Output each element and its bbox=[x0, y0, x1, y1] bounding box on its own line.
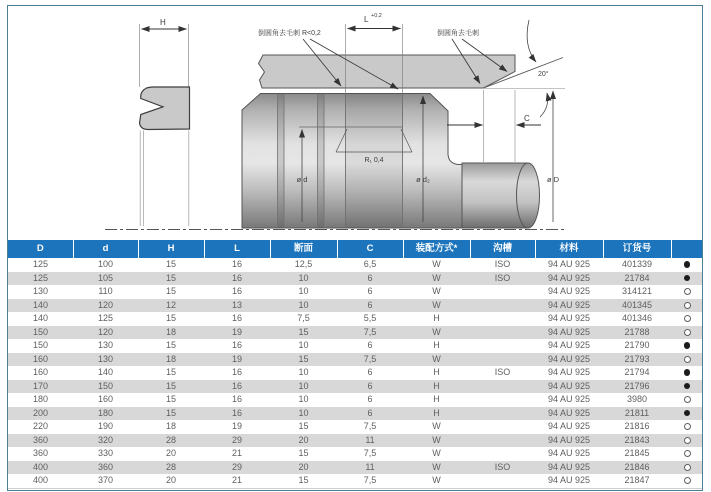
filled-dot-icon bbox=[684, 410, 691, 417]
cell-C: 6 bbox=[367, 380, 373, 391]
cell-availability bbox=[671, 420, 703, 434]
cell-section: 10 bbox=[298, 380, 309, 391]
cell-H: 15 bbox=[165, 367, 176, 377]
cell-order_no: 21816 bbox=[624, 421, 650, 431]
cell-availability bbox=[671, 447, 703, 461]
table-row bbox=[8, 420, 703, 434]
cell-H: 15 bbox=[165, 394, 176, 404]
table-row bbox=[8, 326, 703, 340]
cell-d: 360 bbox=[97, 461, 114, 472]
cell-d: 110 bbox=[98, 286, 113, 296]
rod-end-cap bbox=[517, 163, 540, 228]
cell-section: 15 bbox=[298, 475, 309, 485]
header-availability bbox=[671, 240, 703, 258]
cell-order_no: 21790 bbox=[624, 340, 650, 350]
filled-dot-icon bbox=[684, 261, 691, 268]
cell-L: 16 bbox=[231, 367, 242, 377]
open-dot-icon bbox=[684, 477, 691, 484]
cell-mount: W bbox=[432, 259, 441, 269]
cell-material: 94 AU 925 bbox=[547, 313, 591, 323]
cell-material: 94 AU 925 bbox=[547, 380, 591, 391]
open-dot-icon bbox=[684, 315, 691, 322]
cell-order_no: 401339 bbox=[621, 259, 653, 269]
deburr-left-label: 倒圆角去毛刺 R<0,2 bbox=[258, 30, 321, 37]
cell-C: 7,5 bbox=[363, 448, 377, 458]
cell-groove bbox=[470, 312, 535, 326]
filled-dot-icon bbox=[684, 383, 691, 390]
cell-groove bbox=[470, 393, 535, 407]
cell-C: 6 bbox=[367, 367, 373, 377]
diameter-d2-label: ø d₂ bbox=[416, 175, 430, 184]
header-order-no: 订货号 bbox=[603, 240, 671, 258]
cell-L: 21 bbox=[231, 448, 242, 458]
cell-mount: W bbox=[432, 353, 441, 364]
cell-d: 180 bbox=[97, 407, 114, 418]
cell-groove bbox=[470, 353, 535, 367]
open-dot-icon bbox=[684, 396, 691, 403]
cell-H: 15 bbox=[165, 380, 176, 391]
cell-groove bbox=[470, 299, 535, 313]
cell-D: 160 bbox=[32, 367, 49, 377]
open-dot-icon bbox=[684, 464, 691, 471]
table-row bbox=[8, 393, 703, 407]
cell-availability bbox=[671, 380, 703, 394]
cell-L: 29 bbox=[231, 461, 242, 472]
cell-material: 94 AU 925 bbox=[547, 475, 591, 485]
cell-availability bbox=[671, 393, 703, 407]
cell-C: 6,5 bbox=[363, 259, 377, 269]
table-row bbox=[8, 407, 703, 421]
cell-H: 28 bbox=[165, 434, 176, 445]
cell-d: 130 bbox=[97, 340, 114, 350]
cell-C: 7,5 bbox=[363, 326, 377, 337]
cell-material: 94 AU 925 bbox=[547, 272, 591, 283]
cell-material: 94 AU 925 bbox=[547, 461, 591, 472]
open-dot-icon bbox=[684, 450, 691, 457]
cell-mount: W bbox=[432, 286, 441, 296]
header-section: 断面 bbox=[270, 240, 337, 258]
cell-groove: ISO bbox=[494, 259, 511, 269]
cell-d: 330 bbox=[97, 448, 114, 458]
cell-material: 94 AU 925 bbox=[547, 353, 591, 364]
cell-C: 11 bbox=[365, 434, 375, 445]
cell-L: 21 bbox=[231, 475, 242, 485]
cell-material: 94 AU 925 bbox=[547, 286, 591, 296]
cell-L: 16 bbox=[231, 380, 242, 391]
cell-C: 7,5 bbox=[363, 475, 377, 485]
header-H: H bbox=[138, 240, 204, 258]
c-dim-label: C bbox=[524, 114, 530, 123]
cell-order_no: 21794 bbox=[624, 367, 650, 377]
cell-material: 94 AU 925 bbox=[547, 299, 591, 310]
cell-C: 6 bbox=[367, 272, 373, 283]
cell-availability bbox=[671, 299, 703, 313]
dimension-table bbox=[8, 240, 703, 489]
cell-C: 6 bbox=[367, 286, 373, 296]
cell-D: 400 bbox=[32, 475, 49, 485]
cell-D: 360 bbox=[32, 434, 49, 445]
c-dimension bbox=[447, 90, 541, 162]
cell-H: 15 bbox=[165, 407, 176, 418]
cell-material: 94 AU 925 bbox=[547, 421, 591, 431]
cell-section: 12,5 bbox=[294, 259, 313, 269]
cell-order_no: 21811 bbox=[624, 407, 650, 418]
table-row bbox=[8, 285, 703, 299]
cell-material: 94 AU 925 bbox=[547, 259, 591, 269]
cell-H: 12 bbox=[165, 299, 176, 310]
cell-mount: H bbox=[433, 380, 440, 391]
cell-mount: W bbox=[432, 272, 441, 283]
cell-C: 5,5 bbox=[363, 313, 377, 323]
cell-D: 125 bbox=[32, 259, 49, 269]
cell-D: 140 bbox=[32, 313, 49, 323]
cell-C: 6 bbox=[367, 340, 373, 350]
cell-availability bbox=[671, 312, 703, 326]
cell-D: 180 bbox=[32, 394, 49, 404]
cell-section: 15 bbox=[298, 421, 309, 431]
open-dot-icon bbox=[684, 288, 691, 295]
cell-order_no: 401346 bbox=[621, 313, 653, 323]
cell-section: 15 bbox=[298, 353, 309, 364]
cell-L: 19 bbox=[231, 326, 242, 337]
cell-d: 120 bbox=[97, 326, 114, 337]
cell-groove bbox=[470, 380, 535, 394]
cell-order_no: 314121 bbox=[621, 286, 653, 296]
open-dot-icon bbox=[684, 329, 691, 336]
cell-H: 15 bbox=[165, 272, 176, 283]
cell-section: 10 bbox=[298, 367, 309, 377]
header-C: C bbox=[337, 240, 403, 258]
r1-label: R₁ 0,4 bbox=[364, 157, 384, 164]
cell-mount: H bbox=[433, 367, 440, 377]
cell-L: 16 bbox=[231, 313, 242, 323]
cell-availability bbox=[671, 272, 703, 286]
cell-D: 200 bbox=[32, 407, 49, 418]
cell-order_no: 21846 bbox=[624, 461, 650, 472]
cell-C: 6 bbox=[367, 394, 373, 404]
cell-material: 94 AU 925 bbox=[547, 394, 591, 404]
cell-groove bbox=[470, 420, 535, 434]
cell-mount: W bbox=[432, 326, 441, 337]
table-row bbox=[8, 461, 703, 475]
cell-C: 7,5 bbox=[363, 353, 377, 364]
cell-mount: H bbox=[433, 313, 440, 323]
cell-D: 150 bbox=[32, 326, 49, 337]
cell-H: 18 bbox=[165, 421, 176, 431]
open-dot-icon bbox=[684, 356, 691, 363]
cell-availability bbox=[671, 461, 703, 475]
cell-mount: W bbox=[432, 299, 441, 310]
cell-d: 100 bbox=[97, 259, 114, 269]
diameter-D-dimension bbox=[547, 91, 560, 222]
table-row bbox=[8, 380, 703, 394]
cell-availability bbox=[671, 258, 703, 272]
technical-drawing bbox=[0, 0, 711, 240]
cell-order_no: 21796 bbox=[624, 380, 650, 391]
cell-groove bbox=[470, 285, 535, 299]
cell-L: 16 bbox=[231, 394, 242, 404]
cell-d: 160 bbox=[97, 394, 114, 404]
diameter-d-label: ø d bbox=[296, 175, 308, 184]
cell-d: 320 bbox=[97, 434, 114, 445]
cell-L: 13 bbox=[231, 299, 242, 310]
cell-H: 28 bbox=[165, 461, 176, 472]
cell-material: 94 AU 925 bbox=[547, 434, 591, 445]
cell-availability bbox=[671, 407, 703, 421]
cell-mount: W bbox=[432, 448, 441, 458]
cell-section: 10 bbox=[298, 407, 309, 418]
diameter-D-label: ø D bbox=[546, 175, 560, 184]
cell-D: 140 bbox=[32, 299, 49, 310]
cell-d: 105 bbox=[97, 272, 114, 283]
open-dot-icon bbox=[684, 423, 691, 430]
filled-dot-icon bbox=[684, 369, 691, 376]
cell-availability bbox=[671, 285, 703, 299]
cell-C: 11 bbox=[365, 461, 375, 472]
cell-mount: W bbox=[432, 475, 441, 485]
table-row bbox=[8, 339, 703, 353]
cell-section: 15 bbox=[298, 326, 309, 337]
header-d: d bbox=[73, 240, 138, 258]
filled-dot-icon bbox=[684, 275, 691, 282]
table-row bbox=[8, 258, 703, 272]
cell-mount: W bbox=[432, 461, 441, 472]
cell-availability bbox=[671, 474, 703, 488]
deburr-right-label: 倒圆角去毛刺 bbox=[437, 30, 479, 37]
cell-D: 220 bbox=[32, 421, 49, 431]
cell-material: 94 AU 925 bbox=[547, 326, 591, 337]
cell-section: 10 bbox=[298, 299, 309, 310]
cell-groove bbox=[470, 474, 535, 488]
table-row bbox=[8, 434, 703, 448]
cell-order_no: 21845 bbox=[624, 448, 650, 458]
cell-groove bbox=[470, 407, 535, 421]
table-row bbox=[8, 366, 703, 380]
cell-groove: ISO bbox=[494, 272, 511, 283]
cell-groove bbox=[470, 434, 535, 448]
cell-H: 15 bbox=[165, 286, 176, 296]
cell-mount: W bbox=[432, 434, 441, 445]
cell-availability bbox=[671, 353, 703, 367]
cell-material: 94 AU 925 bbox=[547, 407, 591, 418]
open-dot-icon bbox=[684, 302, 691, 309]
cell-L: 29 bbox=[231, 434, 242, 445]
table-row bbox=[8, 447, 703, 461]
cell-groove: ISO bbox=[494, 367, 511, 377]
seal-profile bbox=[140, 87, 190, 130]
cell-C: 7,5 bbox=[363, 421, 377, 431]
cell-H: 18 bbox=[165, 326, 176, 337]
table-row bbox=[8, 299, 703, 313]
cell-L: 19 bbox=[231, 421, 242, 431]
cell-D: 130 bbox=[32, 286, 49, 296]
cell-C: 6 bbox=[367, 407, 373, 418]
cell-d: 130 bbox=[97, 353, 114, 364]
cell-section: 15 bbox=[298, 448, 309, 458]
cell-section: 10 bbox=[298, 394, 309, 404]
cell-L: 16 bbox=[231, 407, 242, 418]
cell-order_no: 21784 bbox=[624, 272, 650, 283]
open-dot-icon bbox=[684, 437, 691, 444]
cell-order_no: 21788 bbox=[624, 326, 650, 337]
cell-section: 20 bbox=[298, 461, 309, 472]
table-row bbox=[8, 353, 703, 367]
cell-H: 18 bbox=[165, 353, 176, 364]
cell-L: 19 bbox=[231, 353, 242, 364]
cell-material: 94 AU 925 bbox=[547, 340, 591, 350]
cell-H: 15 bbox=[165, 259, 176, 269]
table-header-row bbox=[8, 240, 703, 258]
cell-availability bbox=[671, 434, 703, 448]
cell-section: 10 bbox=[298, 272, 309, 283]
table-row bbox=[8, 312, 703, 326]
cell-H: 20 bbox=[165, 448, 176, 458]
cell-d: 125 bbox=[97, 313, 114, 323]
cell-availability bbox=[671, 326, 703, 340]
cell-D: 400 bbox=[32, 461, 49, 472]
cell-order_no: 21847 bbox=[624, 475, 650, 485]
rod-assembly bbox=[242, 94, 540, 229]
cell-d: 370 bbox=[97, 475, 114, 485]
cell-section: 7,5 bbox=[297, 313, 310, 323]
cell-D: 170 bbox=[32, 380, 49, 391]
cell-d: 120 bbox=[97, 299, 114, 310]
cell-section: 10 bbox=[298, 286, 309, 296]
h-dim-label: H bbox=[160, 18, 166, 27]
cell-L: 16 bbox=[231, 259, 242, 269]
cell-L: 16 bbox=[231, 286, 242, 296]
cell-D: 160 bbox=[32, 353, 49, 364]
cell-material: 94 AU 925 bbox=[547, 367, 591, 377]
l-dim-label: L bbox=[364, 15, 369, 24]
cell-mount: H bbox=[433, 407, 440, 418]
cell-d: 150 bbox=[97, 380, 114, 391]
cell-mount: H bbox=[433, 394, 440, 404]
table-row bbox=[8, 474, 703, 488]
cell-H: 20 bbox=[165, 475, 176, 485]
cell-D: 150 bbox=[32, 340, 49, 350]
cell-groove bbox=[470, 326, 535, 340]
angle-label: 20° bbox=[538, 71, 549, 78]
cell-H: 15 bbox=[165, 313, 176, 323]
cell-material: 94 AU 925 bbox=[547, 448, 591, 458]
header-mount: 装配方式* bbox=[403, 240, 470, 258]
cell-d: 190 bbox=[97, 421, 114, 431]
cell-L: 16 bbox=[231, 340, 242, 350]
cell-order_no: 3980 bbox=[626, 394, 648, 404]
cell-mount: H bbox=[433, 340, 440, 350]
header-groove: 沟槽 bbox=[470, 240, 535, 258]
cell-order_no: 21793 bbox=[624, 353, 650, 364]
cell-availability bbox=[671, 366, 703, 380]
cell-groove bbox=[470, 447, 535, 461]
cell-section: 20 bbox=[298, 434, 309, 445]
cell-D: 125 bbox=[32, 272, 49, 283]
seal-cross-section bbox=[140, 18, 190, 226]
cell-D: 360 bbox=[32, 448, 49, 458]
cell-order_no: 401345 bbox=[621, 299, 653, 310]
table-row bbox=[8, 272, 703, 286]
cell-section: 10 bbox=[298, 340, 309, 350]
table-body bbox=[8, 258, 703, 488]
filled-dot-icon bbox=[684, 342, 691, 349]
l-dim-tolerance: +0,2 bbox=[371, 13, 382, 19]
header-material: 材料 bbox=[535, 240, 603, 258]
cell-L: 16 bbox=[231, 272, 242, 283]
cell-groove: ISO bbox=[494, 461, 511, 472]
header-D: D bbox=[8, 240, 73, 258]
cell-C: 6 bbox=[367, 299, 373, 310]
cell-d: 140 bbox=[97, 367, 114, 377]
cell-groove bbox=[470, 339, 535, 353]
cell-H: 15 bbox=[165, 340, 176, 350]
cell-mount: W bbox=[432, 421, 441, 431]
cell-availability bbox=[671, 339, 703, 353]
cell-order_no: 21843 bbox=[624, 434, 650, 445]
header-L: L bbox=[204, 240, 270, 258]
